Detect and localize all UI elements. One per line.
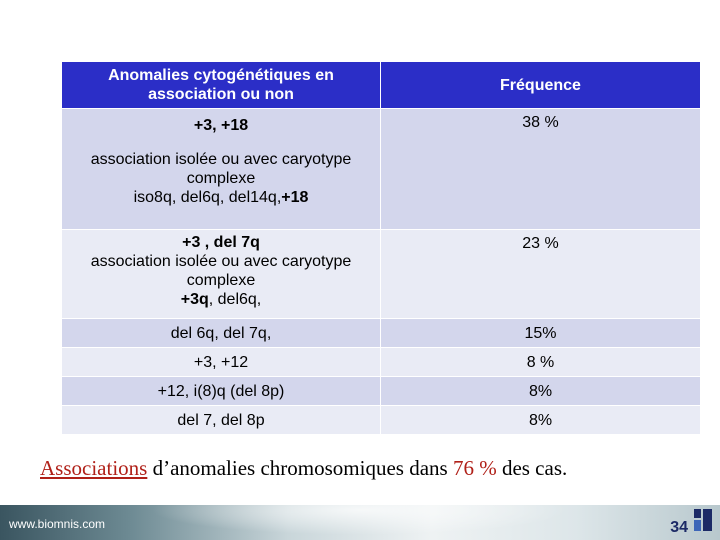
caption-end: des cas.	[496, 456, 568, 480]
table-header-row	[62, 62, 701, 109]
table-row	[62, 319, 701, 348]
table-row	[62, 109, 701, 230]
footer-gloss	[150, 505, 570, 535]
footer-url[interactable]: www.biomnis.com	[9, 517, 106, 531]
anomaly-main: +3 , del 7q	[182, 234, 260, 251]
anomaly-detail-1: association isolée ou avec caryotype complexe	[90, 151, 352, 187]
frequency-cell: 8%	[381, 377, 701, 406]
table-row	[62, 406, 701, 435]
header-frequency: Fréquence	[381, 62, 701, 109]
frequency-table	[61, 61, 701, 435]
caption-percent: 76 %	[452, 456, 497, 480]
frequency-cell: 38 %	[381, 109, 701, 230]
caption-associations: Associations	[40, 456, 148, 480]
table-row	[62, 377, 701, 406]
table-row	[62, 230, 701, 319]
anomaly-cell	[62, 230, 381, 319]
caption-middle: d’anomalies chromosomiques dans	[147, 456, 453, 480]
anomaly-detail-2: iso8q, del6q, del14q,+18	[133, 189, 309, 206]
anomaly-cell: del 6q, del 7q,	[62, 319, 381, 348]
anomaly-cell: +12, i(8)q (del 8p)	[62, 377, 381, 406]
frequency-cell: 8 %	[381, 348, 701, 377]
frequency-cell: 8%	[381, 406, 701, 435]
anomaly-detail-2: +3q, del6q,	[180, 291, 262, 308]
frequency-cell: 23 %	[381, 230, 701, 319]
frequency-cell: 15%	[381, 319, 701, 348]
header-anomalies: Anomalies cytogénétiques en association ou non	[62, 62, 381, 109]
page-number: 34	[670, 519, 688, 536]
footer-bar	[0, 505, 720, 540]
anomaly-cell: del 7, del 8p	[62, 406, 381, 435]
anomaly-cell	[62, 109, 381, 230]
slide-top-area	[0, 0, 720, 60]
table-row	[62, 348, 701, 377]
biomnis-logo-icon	[694, 509, 712, 531]
anomaly-detail-1: association isolée ou avec caryotype complexe	[90, 253, 352, 289]
slide-caption	[40, 456, 720, 481]
anomaly-cell: +3, +12	[62, 348, 381, 377]
anomaly-main: +3, +18	[193, 117, 249, 134]
